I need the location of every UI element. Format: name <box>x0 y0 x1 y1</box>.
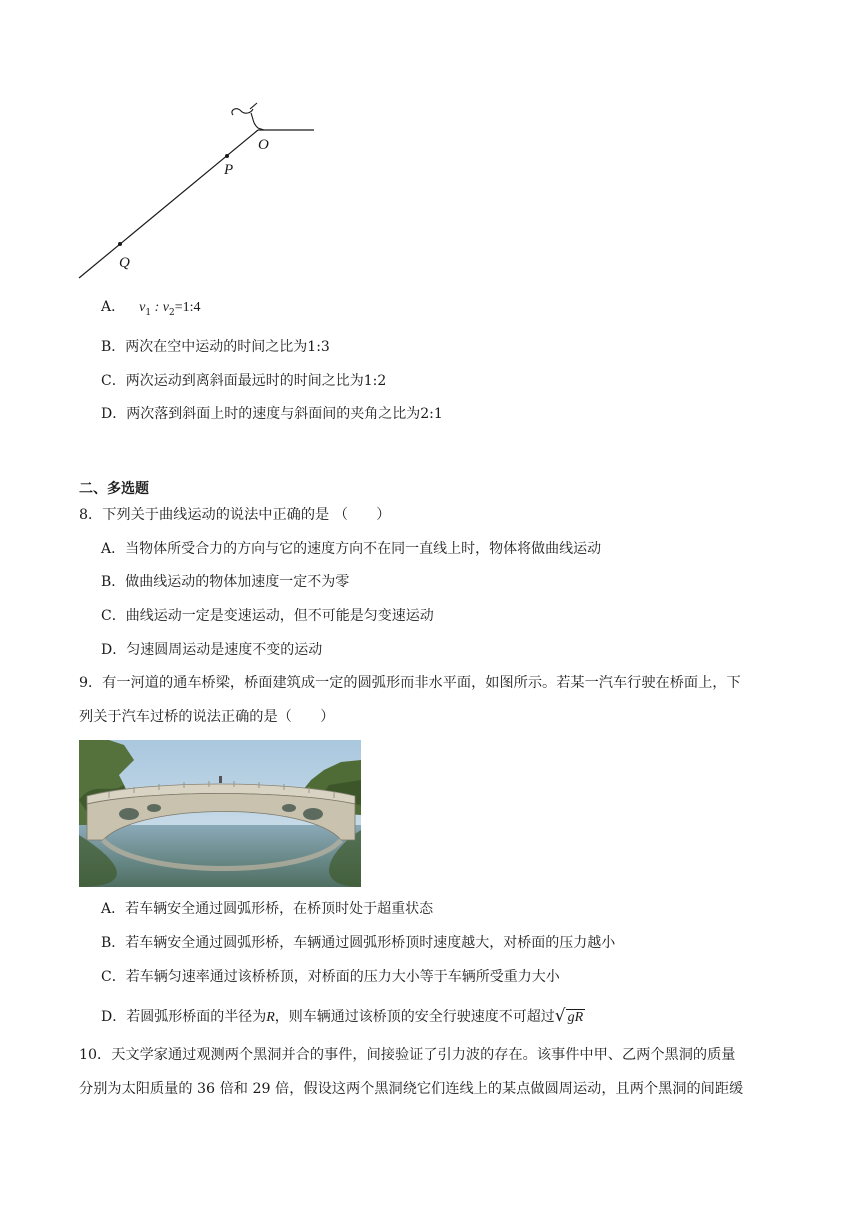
section-heading-multiple-choice: 二、多选题 <box>79 481 149 497</box>
q8-option-b: B．做曲线运动的物体加速度一定不为零 <box>101 574 350 590</box>
q9-stem-line2: 列关于汽车过桥的说法正确的是（ ） <box>79 709 335 725</box>
bridge-photo <box>79 740 361 887</box>
point-p-dot <box>225 154 229 158</box>
launcher-icon <box>232 103 264 130</box>
q9-option-c: C．若车辆匀速率通过该桥桥顶，对桥面的压力大小等于车辆所受重力大小 <box>101 969 560 985</box>
q7-option-b: B．两次在空中运动的时间之比为1:3 <box>101 339 330 355</box>
label-p: P <box>224 162 234 178</box>
q9-option-d: D．若圆弧形桥面的半径为R，则车辆通过该桥顶的安全行驶速度不可超过√ gR <box>101 1006 584 1026</box>
q7-option-d: D．两次落到斜面上时的速度与斜面间的夹角之比为2:1 <box>101 406 443 422</box>
sqrt-gr: gR <box>567 1010 584 1025</box>
q8-stem: 8．下列关于曲线运动的说法中正确的是 （ ） <box>79 507 391 523</box>
q7-option-c: C．两次运动到离斜面最远时的时间之比为1:2 <box>101 373 387 389</box>
q9-stem-line1: 9．有一河道的通车桥梁，桥面建筑成一定的圆弧形而非水平面，如图所示。若某一汽车行驶在桥面上，下 <box>79 675 741 691</box>
q7-option-a: A． $v_1$ : $v_2=1:4$ <box>101 299 201 318</box>
q9-option-a: A．若车辆安全通过圆弧形桥，在桥顶时处于超重状态 <box>101 901 434 917</box>
q8-option-a: A．当物体所受合力的方向与它的速度方向不在同一直线上时，物体将做曲线运动 <box>101 541 602 557</box>
q9-option-b: B．若车辆安全通过圆弧形桥，车辆通过圆弧形桥顶时速度越大，对桥面的压力越小 <box>101 935 616 951</box>
point-q-dot <box>118 242 122 246</box>
q8-option-d: D．匀速圆周运动是速度不变的运动 <box>101 642 323 658</box>
q10-line2: 分别为太阳质量的 36 倍和 29 倍，假设这两个黑洞绕它们连线上的某点做圆周运动，且两个黑洞的间距缓 <box>79 1081 744 1097</box>
incline-figure <box>70 100 330 285</box>
q10-line1: 10．天文学家通过观测两个黑洞并合的事件，间接验证了引力波的存在。该事件中甲、乙两个黑洞的质量 <box>79 1047 736 1063</box>
label-o: O <box>258 137 269 153</box>
q8-option-c: C．曲线运动一定是变速运动，但不可能是匀变速运动 <box>101 608 434 624</box>
incline-line <box>79 130 258 278</box>
label-q: Q <box>119 255 130 271</box>
